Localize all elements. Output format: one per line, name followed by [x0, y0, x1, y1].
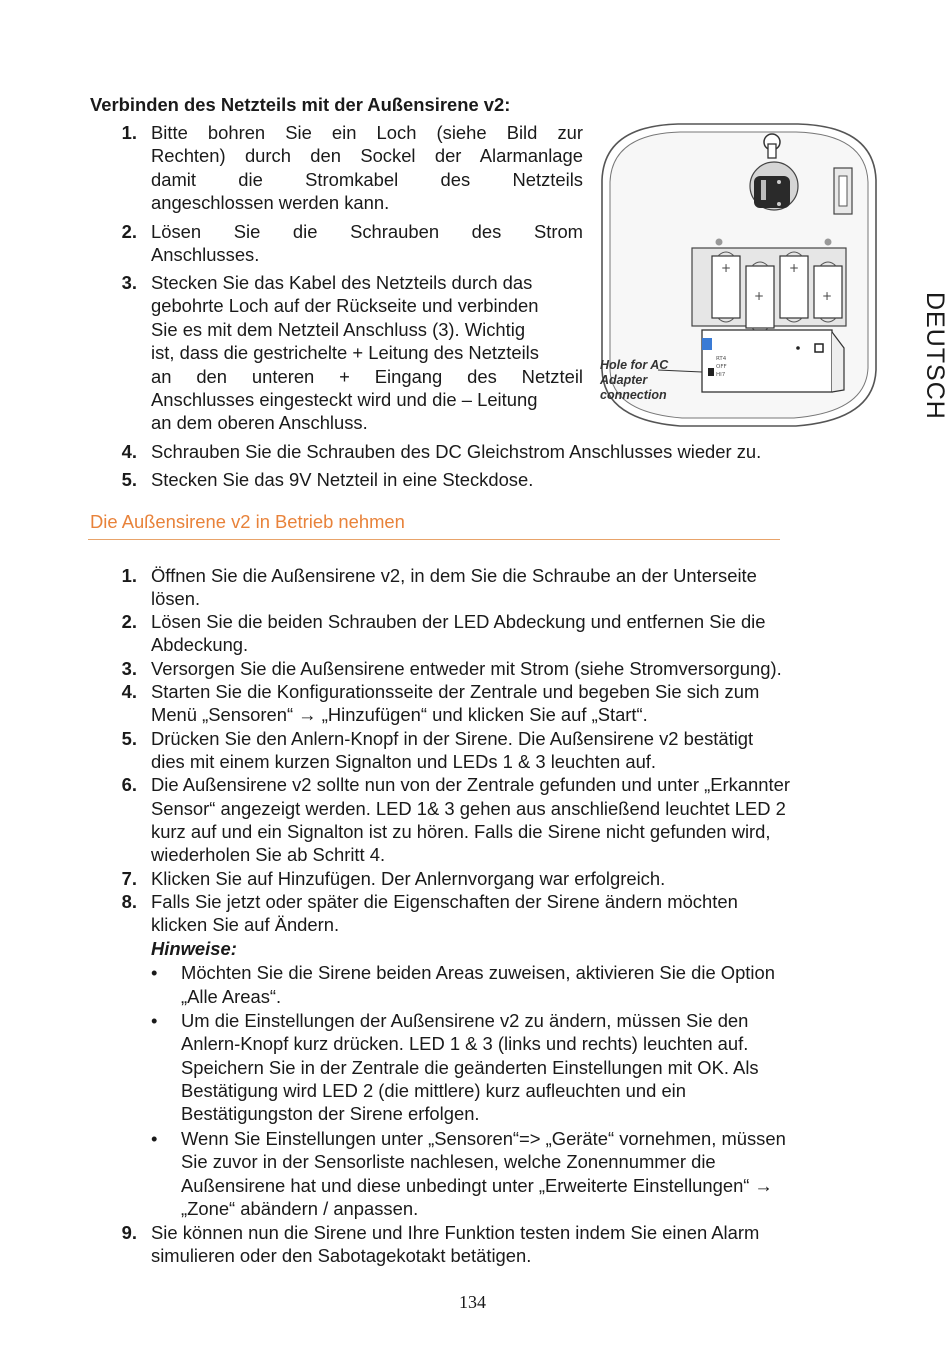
step-text-line: gebohrte Loch auf der Rückseite und verbinden: [151, 295, 539, 316]
svg-text:+: +: [754, 289, 765, 303]
step-text-line: simulieren oder den Sabotagekotakt betätigen.: [151, 1245, 532, 1266]
step-number: 3.: [121, 272, 137, 293]
step-text-line: klicken Sie auf Ändern.: [151, 914, 340, 935]
language-side-tab: DEUTSCH: [921, 292, 949, 420]
step-text-line: Schrauben Sie die Schrauben des DC Gleichstrom Anschlusses wieder zu.: [151, 441, 762, 462]
step-number: 2.: [121, 221, 137, 242]
step-text-line: Die Außensirene v2 sollte nun von der Zentrale gefunden und unter „Erkannter: [151, 774, 790, 795]
step-number: 4.: [121, 441, 137, 462]
step-number: 6.: [121, 774, 137, 795]
step-text-line: Menü „Sensoren“ → „Hinzufügen“ und klicken Sie auf „Start“.: [151, 704, 648, 725]
step-text-line: Rechten) durch den Sockel der Alarmanlage: [151, 145, 583, 166]
step-number: 1.: [121, 122, 137, 143]
callout-line: connection: [600, 388, 667, 402]
step-text-line: angeschlossen werden kann.: [151, 192, 390, 213]
step-text-line: lösen.: [151, 588, 201, 609]
bullet-text-line: Anlern-Knopf kurz drücken. LED 1 & 3 (links und rechts) leuchten auf.: [181, 1033, 749, 1054]
bullet-text-line: Speichern Sie in der Zentrale die geänderten Einstellungen mit OK. Als: [181, 1057, 759, 1078]
step-text-line: an den unteren + Eingang des Netzteil: [151, 366, 583, 387]
step-text-line: Bitte bohren Sie ein Loch (siehe Bild zur: [151, 122, 583, 143]
step-number: 7.: [121, 868, 137, 889]
step-text-line: Lösen Sie die beiden Schrauben der LED Abdeckung und entfernen Sie die: [151, 611, 766, 632]
bullet-text-line: Außensirene hat und diese unbedingt unter „Erweiterte Einstellungen“ →: [181, 1175, 773, 1196]
step-text-line: Versorgen Sie die Außensirene entweder mit Strom (siehe Stromversorgung).: [151, 658, 782, 679]
switch-label: HI7: [716, 372, 726, 378]
siren-backplate-figure: [596, 120, 880, 438]
callout-line: Hole for AC: [600, 358, 669, 372]
step-text-line: Stecken Sie das 9V Netzteil in eine Steckdose.: [151, 469, 534, 490]
bullet-text-line: Wenn Sie Einstellungen unter „Sensoren“=> „Geräte“ vornehmen, müssen: [181, 1128, 786, 1149]
svg-text:+: +: [789, 261, 800, 275]
step-number: 2.: [121, 611, 137, 632]
section-title-commissioning: Die Außensirene v2 in Betrieb nehmen: [90, 511, 405, 532]
step-text-line: Anschlusses eingesteckt wird und die – Leitung: [151, 389, 538, 410]
step-text-line: Falls Sie jetzt oder später die Eigenschaften der Sirene ändern möchten: [151, 891, 738, 912]
callout-line: Adapter: [600, 373, 648, 387]
step-number: 5.: [121, 728, 137, 749]
step-text-line: kurz auf und ein Signalton ist zu hören. Falls die Sirene nicht gefunden wird,: [151, 821, 771, 842]
section-divider: [88, 539, 780, 540]
callout-hole-for-ac-adapter: [600, 358, 668, 403]
bullet-text-line: „Alle Areas“.: [181, 986, 282, 1007]
step-text-line: Sensor“ angezeigt werden. LED 1& 3 gehen aus anschließend leuchtet LED 2: [151, 798, 786, 819]
step-number: 1.: [121, 565, 137, 586]
bullet-dot: •: [151, 962, 158, 983]
step-text-line: Abdeckung.: [151, 634, 249, 655]
step-text-line: Starten Sie die Konfigurationsseite der Zentrale und begeben Sie sich zum: [151, 681, 760, 702]
bullet-text-line: „Zone“ abändern / anpassen.: [181, 1198, 419, 1219]
bullet-text-line: Möchten Sie die Sirene beiden Areas zuweisen, aktivieren Sie die Option: [181, 962, 775, 983]
step-number: 5.: [121, 469, 137, 490]
bullet-text-line: Bestätigung wird LED 2 (die mittlere) kurz aufleuchten und ein: [181, 1080, 686, 1101]
svg-text:+: +: [822, 289, 833, 303]
step-number: 4.: [121, 681, 137, 702]
bullet-text-line: Bestätigungston der Sirene erfolgen.: [181, 1103, 480, 1124]
step-number: 9.: [121, 1222, 137, 1243]
bullet-text-line: Sie zuvor in der Sensorliste nachlesen, welche Zonennummer die: [181, 1151, 716, 1172]
step-number: 3.: [121, 658, 137, 679]
step-text-line: ist, dass die gestrichelte + Leitung des Netzteils: [151, 342, 539, 363]
bullet-text-line: Um die Einstellungen der Außensirene v2 zu ändern, müssen Sie den: [181, 1010, 749, 1031]
section-heading-power-adapter: Verbinden des Netzteils mit der Außensirene v2:: [90, 94, 511, 115]
hints-label: Hinweise:: [151, 938, 237, 959]
step-text-line: Öffnen Sie die Außensirene v2, in dem Sie die Schraube an der Unterseite: [151, 565, 757, 586]
step-text-line: Anschlusses.: [151, 244, 260, 265]
step-text-line: wiederholen Sie ab Schritt 4.: [151, 844, 386, 865]
step-text-line: dies mit einem kurzen Signalton und LEDs 1 & 3 leuchten auf.: [151, 751, 657, 772]
step-text-line: damit die Stromkabel des Netzteils: [151, 169, 583, 190]
step-text-line: Sie können nun die Sirene und Ihre Funktion testen indem Sie einen Alarm: [151, 1222, 760, 1243]
step-text-line: Klicken Sie auf Hinzufügen. Der Anlernvorgang war erfolgreich.: [151, 868, 666, 889]
step-text-line: Drücken Sie den Anlern-Knopf in der Sirene. Die Außensirene v2 bestätigt: [151, 728, 754, 749]
step-text-line: an dem oberen Anschluss.: [151, 412, 368, 433]
step-text-line: Sie es mit dem Netzteil Anschluss (3). Wichtig: [151, 319, 526, 340]
step-text-line: Lösen Sie die Schrauben des Strom: [151, 221, 583, 242]
svg-text:+: +: [721, 261, 732, 275]
step-number: 8.: [121, 891, 137, 912]
bullet-dot: •: [151, 1128, 158, 1149]
switch-label: RT4: [716, 356, 727, 362]
page-number: 134: [459, 1292, 486, 1312]
bullet-dot: •: [151, 1010, 158, 1031]
step-text-line: Stecken Sie das Kabel des Netzteils durch das: [151, 272, 533, 293]
switch-label: OFF: [716, 364, 727, 370]
